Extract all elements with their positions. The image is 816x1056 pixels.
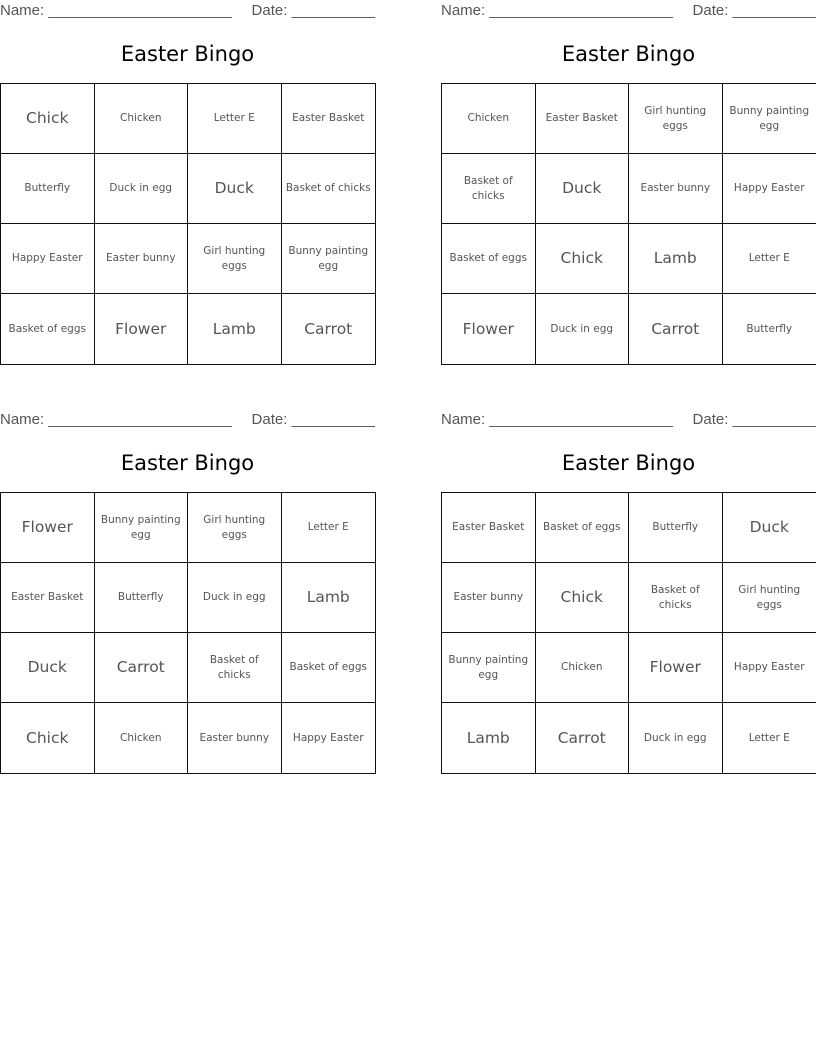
bingo-cell[interactable]: Easter Basket <box>442 493 536 563</box>
bingo-cell[interactable]: Easter bunny <box>629 154 723 224</box>
bingo-cell[interactable]: Easter bunny <box>188 703 282 773</box>
bingo-cell[interactable]: Duck in egg <box>629 703 723 773</box>
bingo-card-2 <box>441 0 816 365</box>
card-title: Easter Bingo <box>561 42 696 66</box>
bingo-cell[interactable]: Flower <box>442 294 536 364</box>
bingo-grid <box>441 83 816 365</box>
bingo-cell[interactable]: Basket of eggs <box>536 493 630 563</box>
bingo-cell[interactable]: Chick <box>536 224 630 294</box>
bingo-cell[interactable]: Duck <box>536 154 630 224</box>
bingo-cell[interactable]: Happy Easter <box>292 731 364 744</box>
bingo-cell[interactable]: Duck <box>723 493 816 563</box>
bingo-cell[interactable]: Butterfly <box>629 493 723 563</box>
bingo-cell[interactable]: Duck in egg <box>95 154 189 224</box>
name-field[interactable]: Name: ______________________ <box>0 2 232 19</box>
bingo-cell[interactable]: Chicken <box>95 84 189 154</box>
date-field[interactable]: Date: __________ <box>251 411 375 428</box>
bingo-cell[interactable]: Basket of eggs <box>442 224 536 294</box>
date-field[interactable]: Date: __________ <box>692 2 816 19</box>
bingo-cell[interactable]: Carrot <box>304 319 353 338</box>
bingo-cell[interactable]: Chicken <box>95 703 189 773</box>
bingo-cell[interactable]: Lamb <box>188 294 282 364</box>
bingo-cell[interactable]: Easter bunny <box>95 224 189 294</box>
date-field[interactable]: Date: __________ <box>251 2 375 19</box>
bingo-cell[interactable]: Carrot <box>629 294 723 364</box>
bingo-cell[interactable]: Basket of chicks <box>629 563 723 633</box>
bingo-cell[interactable]: Flower <box>95 294 189 364</box>
name-field[interactable]: Name: ______________________ <box>441 2 673 19</box>
bingo-card-1 <box>0 0 375 365</box>
bingo-cell[interactable]: Duck in egg <box>188 563 282 633</box>
bingo-cell[interactable]: Girl hunting eggs <box>723 563 816 633</box>
bingo-cell[interactable]: Carrot <box>536 703 630 773</box>
bingo-cell[interactable]: Easter bunny <box>442 563 536 633</box>
bingo-cell[interactable]: Girl hunting eggs <box>188 493 282 563</box>
bingo-cell[interactable]: Basket of eggs <box>1 294 95 364</box>
bingo-cell[interactable]: Carrot <box>95 633 189 703</box>
bingo-cell[interactable]: Letter E <box>723 224 816 294</box>
bingo-cell[interactable]: Chick <box>1 703 95 773</box>
bingo-grid <box>0 492 376 774</box>
bingo-cell[interactable]: Duck in egg <box>536 294 630 364</box>
bingo-cell[interactable]: Basket of chicks <box>442 154 536 224</box>
bingo-cell[interactable]: Bunny painting egg <box>95 493 189 563</box>
bingo-cell[interactable]: Bunny painting egg <box>442 633 536 703</box>
bingo-cell[interactable]: Letter E <box>282 493 376 563</box>
bingo-cell[interactable]: Chicken <box>442 84 536 154</box>
bingo-cell[interactable]: Lamb <box>442 703 536 773</box>
bingo-grid <box>441 492 816 774</box>
bingo-cell[interactable]: Lamb <box>282 563 376 633</box>
bingo-cell[interactable]: Easter Basket <box>1 563 95 633</box>
bingo-cell[interactable]: Lamb <box>629 224 723 294</box>
bingo-cell[interactable]: Butterfly <box>95 563 189 633</box>
bingo-cell[interactable]: Basket of chicks <box>282 154 376 224</box>
bingo-card-3 <box>0 409 375 774</box>
bingo-card-4 <box>441 409 816 774</box>
card-header <box>441 0 816 22</box>
bingo-cell[interactable]: Happy Easter <box>723 154 816 224</box>
bingo-cell[interactable]: Butterfly <box>1 154 95 224</box>
name-field[interactable]: Name: ______________________ <box>441 411 673 428</box>
bingo-cell[interactable]: Happy Easter <box>723 633 816 703</box>
bingo-cell[interactable]: Duck <box>1 633 95 703</box>
bingo-cell[interactable]: Flower <box>629 633 723 703</box>
bingo-cell[interactable]: Chicken <box>536 633 630 703</box>
bingo-cell[interactable]: Girl hunting eggs <box>188 224 282 294</box>
bingo-cell[interactable]: Bunny painting egg <box>282 224 376 294</box>
bingo-cell[interactable]: Flower <box>1 493 95 563</box>
card-title: Easter Bingo <box>120 451 255 475</box>
bingo-cell[interactable]: Bunny painting egg <box>723 84 816 154</box>
bingo-cell[interactable]: Basket of chicks <box>188 633 282 703</box>
bingo-cell[interactable]: Easter Basket <box>282 84 376 154</box>
date-field[interactable]: Date: __________ <box>692 411 816 428</box>
card-title: Easter Bingo <box>561 451 696 475</box>
bingo-cell[interactable]: Chick <box>1 84 95 154</box>
card-header <box>441 409 816 431</box>
bingo-grid <box>0 83 376 365</box>
bingo-cell[interactable]: Letter E <box>188 84 282 154</box>
bingo-cell[interactable]: Happy Easter <box>1 224 95 294</box>
bingo-cell[interactable]: Basket of eggs <box>282 633 376 703</box>
bingo-cell[interactable]: Chick <box>536 563 630 633</box>
name-field[interactable]: Name: ______________________ <box>0 411 232 428</box>
bingo-cell[interactable]: Butterfly <box>746 322 793 335</box>
card-title: Easter Bingo <box>120 42 255 66</box>
bingo-cell[interactable]: Duck <box>188 154 282 224</box>
card-header <box>0 409 375 431</box>
bingo-cell[interactable]: Easter Basket <box>536 84 630 154</box>
bingo-cell[interactable]: Girl hunting eggs <box>629 84 723 154</box>
bingo-cell[interactable]: Letter E <box>748 731 790 744</box>
card-header <box>0 0 375 22</box>
